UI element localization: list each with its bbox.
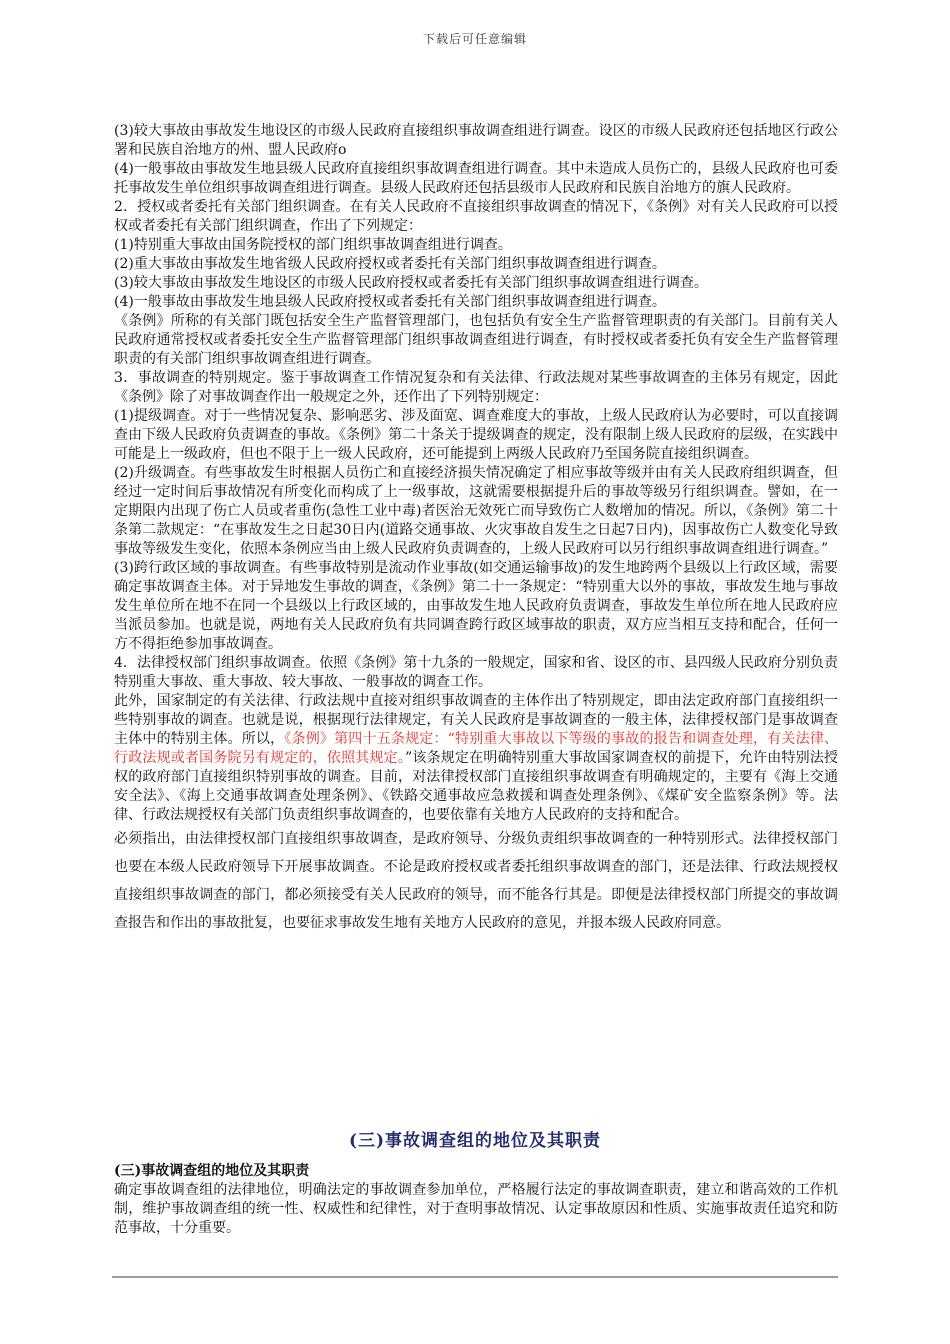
- special-text-after: ”该条规定在明确特别重大事故国家调查权的前提下，允许由特别法授权的政府部门直接组织特别事故的调查。目前，对法律授权部门直接组织事故调查有明确规定的，主要有《海上交通安全法》、《海上交通事故调查处理条例》、《铁路交通事故应急救援和调查处理条例》、《煤矿安全监察条例》等。法律、行政法规授权有关部门负责组织事故调查的，也要依靠有关地方人民政府的支持和配合。: [114, 750, 839, 823]
- section-paragraph: 确定事故调查组的法律地位，明确法定的事故调查参加单位，严格履行法定的事故调查职责，建立和谐高效的工作机制，维护事故调查组的统一性、权威性和纪律性，对于查明事故情况、认定事故原因和性质、实施事故责任追究和防范事故，十分重要。: [114, 1182, 838, 1236]
- paragraph-closing-note: 必须指出，由法律授权部门直接组织事故调查，是政府领导、分级负责组织事故调查的一种特别形式。法律授权部门也要在本级人民政府领导下开展事故调查。不论是政府授权或者委托组织事故调查的部门，还是法律、行政法规授权直接组织事故调查的部门，都必须接受有关人民政府的领导，而不能各行其是。即便是法律授权部门所提交的事故调查报告和作出的事故批复，也要征求事故发生地有关地方人民政府的意见，并报本级人民政府同意。: [114, 831, 838, 931]
- paragraph-legal-authorization: 4．法律授权部门组织事故调查。依照《条例》第十九条的一般规定，国家和省、设区的市、县四级人民政府分别负责特别重大事故、重大事故、较大事故、一般事故的调查工作。: [114, 655, 838, 690]
- highlighted-article-45: 《条例》第四十五条规定：“特别重大事故以下等级的事故的报告和调查处理，有关法律、行政法规或者国务院另有规定的，依照其规定。: [114, 731, 839, 766]
- paragraph-authorized-extraordinary: (1)特别重大事故由国务院授权的部门组织事故调查组进行调查。: [114, 237, 512, 253]
- section-body: [114, 1162, 838, 1238]
- paragraph-upgraded-investigation: (2)升级调查。有些事故发生时根据人员伤亡和直接经济损失情况确定了相应事故等级并由有关人民政府组织调查，但经过一定时间后事故情况有所变化而构成了上一级事故，这就需要根据提升后的事故等级另行组织调查。譬如，在一定期限内出现了伤亡人员或者重伤(急性工业中毒)者医治无效死亡而导致伤亡人数增加的情况。所以，《条例》第二十条第二款规定：“在事故发生之日起30日内(道路交通事故、火灾事故自发生之日起7日内)，因事故伤亡人数变化导致事故等级发生变化，依照本条例应当由上级人民政府负责调查的，上级人民政府可以另行组织事故调查组进行调查。”: [114, 465, 838, 557]
- section-title: (三)事故调查组的地位及其职责: [348, 1131, 602, 1151]
- paragraph-special-provisions: 3．事故调查的特别规定。鉴于事故调查工作情况复杂和有关法律、行政法规对某些事故调查的主体另有规定，因此《条例》除了对事故调查作出一般规定之外，还作出了下列特别规定：: [114, 370, 838, 405]
- paragraph-special-subject: [114, 692, 838, 825]
- document-body: [114, 122, 838, 937]
- paragraph-cross-region-investigation: (3)跨行政区域的事故调查。有些事故特别是流动作业事故(如交通运输事故)的发生地跨两个县级以上行政区域，需要确定事故调查主体。对于异地发生事故的调查，《条例》第二十一条规定：“特别重大以外的事故，事故发生地与事故发生单位所在地不在同一个县级以上行政区域的，由事故发生地人民政府负责调查，事故发生单位所在地人民政府应当派员参加。也就是说，两地有关人民政府负有共同调查跨行政区域事故的职责，双方应当相互支持和配合，任何一方不得拒绝参加事故调查。: [114, 560, 838, 652]
- paragraph-authorization-heading: 2．授权或者委托有关部门组织调查。在有关人民政府不直接组织事故调查的情况下，《条例》对有关人民政府可以授权或者委托有关部门组织调查，作出了下列规定：: [114, 199, 838, 234]
- paragraph-escalated-investigation: (1)提级调查。对于一些情况复杂、影响恶劣、涉及面宽、调查难度大的事故，上级人民政府认为必要时，可以直接调查由下级人民政府负责调查的事故。《条例》第二十条关于提级调查的规定，没有限制上级人民政府的层级，在实践中可能是上一级政府，但也不限于上一级人民政府，还可能提到上两级人民政府乃至国务院直接组织调查。: [114, 408, 838, 462]
- page-header: 下载后可任意编辑: [422, 32, 527, 46]
- section-subtitle: (三)事故调查组的地位及其职责: [114, 1163, 310, 1179]
- paragraph-authorized-general: (4)一般事故由事故发生地县级人民政府授权或者委托有关部门组织事故调查组进行调查。: [114, 294, 666, 310]
- special-text-before: 此外，国家制定的有关法律、行政法规中直接对组织事故调查的主体作出了特别规定，即由法定政府部门直接组织一些特别事故的调查。也就是说，根据现行法律规定，有关人民政府是事故调查的一般主体，法律授权部门是事故调查主体中的特别主体。所以，: [114, 693, 838, 747]
- paragraph-larger-accident-direct: (3)较大事故由事故发生地设区的市级人民政府直接组织事故调查组进行调查。设区的市级人民政府还包括地区行政公署和民族自治地方的州、盟人民政府o: [114, 123, 838, 158]
- footer-divider: [112, 1276, 838, 1278]
- paragraph-relevant-departments: 《条例》所称的有关部门既包括安全生产监督管理部门，也包括负有安全生产监督管理职责的有关部门。目前有关人民政府通常授权或者委托安全生产监督管理部门组织事故调查组进行调查，有时授权或者委托负有安全生产监督管理职责的有关部门组织事故调查组进行调查。: [114, 313, 838, 367]
- paragraph-authorized-major: (2)重大事故由事故发生地省级人民政府授权或者委托有关部门组织事故调查组进行调查。: [114, 256, 666, 272]
- paragraph-general-accident-direct: (4)一般事故由事故发生地县级人民政府直接组织事故调查组进行调查。其中未造成人员伤亡的，县级人民政府也可委托事故发生单位组织事故调查组进行调查。县级人民政府还包括县级市人民政府和民族自治地方的旗人民政府。: [114, 161, 838, 196]
- paragraph-authorized-larger: (3)较大事故由事故发生地设区的市级人民政府授权或者委托有关部门组织事故调查组进行调查。: [114, 275, 708, 291]
